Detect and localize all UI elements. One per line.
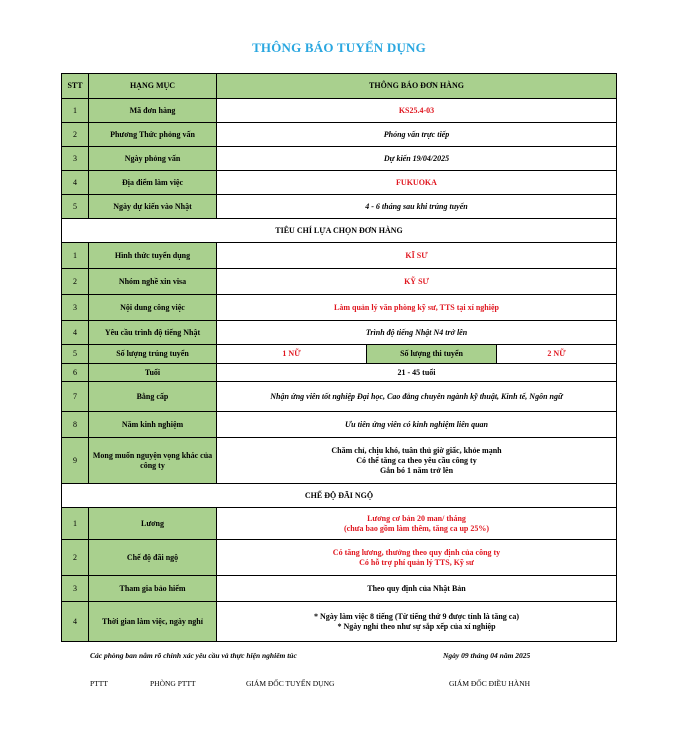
row-label: Hình thức tuyển dụng <box>89 243 217 269</box>
japanese-level-value: Trình độ tiếng Nhật N4 trở lên <box>217 321 617 345</box>
salary-value <box>217 508 617 540</box>
salary-line: (chưa bao gồm làm thêm, tăng ca up 25%) <box>343 523 490 533</box>
recruitment-table <box>61 73 617 642</box>
row-label: Chế độ đãi ngộ <box>89 540 217 576</box>
table-header-row <box>62 74 617 99</box>
row-label: Địa điểm làm việc <box>89 171 217 195</box>
row-label: Tham gia bảo hiểm <box>89 576 217 602</box>
table-row <box>62 243 617 269</box>
signature-executive-director: GIÁM ĐỐC ĐIỀU HÀNH <box>449 679 531 688</box>
row-label: Phương Thức phỏng vấn <box>89 123 217 147</box>
work-location-value: FUKUOKA <box>217 171 617 195</box>
row-label: Tuổi <box>89 364 217 382</box>
benefit-line: Có tăng lương, thưởng theo quy định của công ty <box>332 547 501 557</box>
table-row <box>62 364 617 382</box>
row-stt: 4 <box>62 602 89 642</box>
table-row <box>62 269 617 295</box>
row-stt: 1 <box>62 508 89 540</box>
section-criteria-title: TIÊU CHÍ LỰA CHỌN ĐƠN HÀNG <box>62 219 617 243</box>
row-label: Thời gian làm việc, ngày nghỉ <box>89 602 217 642</box>
row-stt: 1 <box>62 99 89 123</box>
table-row <box>62 195 617 219</box>
salary-line: Lương cơ bản 20 man/ tháng <box>367 513 466 523</box>
selected-count-value: 1 NỮ <box>217 345 367 364</box>
table-row <box>62 576 617 602</box>
row-label: Nhóm nghề xin visa <box>89 269 217 295</box>
table-row <box>62 123 617 147</box>
table-row <box>62 602 617 642</box>
arrival-value: 4 - 6 tháng sau khi trúng tuyển <box>217 195 617 219</box>
row-stt: 4 <box>62 171 89 195</box>
footer-note: Các phòng ban nắm rõ chính xác yêu cầu và thực hiện nghiêm túc <box>90 651 297 660</box>
row-label: Lương <box>89 508 217 540</box>
row-stt: 4 <box>62 321 89 345</box>
table-row <box>62 99 617 123</box>
row-stt: 5 <box>62 345 89 364</box>
table-row <box>62 508 617 540</box>
row-stt: 1 <box>62 243 89 269</box>
experience-value: Ưu tiên ứng viên có kinh nghiệm liên quan <box>217 412 617 438</box>
table-row <box>62 345 617 364</box>
row-stt: 6 <box>62 364 89 382</box>
table-row <box>62 295 617 321</box>
candidate-count-value: 2 NỮ <box>497 345 617 364</box>
signature-recruitment-director: GIÁM ĐỐC TUYỂN DỤNG <box>246 679 335 688</box>
row-stt: 3 <box>62 576 89 602</box>
row-label: Yêu cầu trình độ tiếng Nhật <box>89 321 217 345</box>
row-label: Ngày dự kiến vào Nhật <box>89 195 217 219</box>
table-row <box>62 412 617 438</box>
section-row <box>62 219 617 243</box>
job-content-value: Làm quản lý văn phòng kỹ sư, TTS tại xí nghiệp <box>217 295 617 321</box>
header-category: HẠNG MỤC <box>89 74 217 99</box>
header-notice: THÔNG BÁO ĐƠN HÀNG <box>217 74 617 99</box>
table-row <box>62 438 617 484</box>
age-value: 21 - 45 tuổi <box>217 364 617 382</box>
row-label: Bằng cấp <box>89 382 217 412</box>
benefit-line: Có hỗ trợ phí quản lý TTS, Kỹ sư <box>359 557 474 567</box>
other-wishes-value <box>217 438 617 484</box>
table-row <box>62 382 617 412</box>
row-stt: 2 <box>62 123 89 147</box>
other-wishes-line: Gắn bó 1 năm trở lên <box>379 465 454 475</box>
row-label: Nội dung công việc <box>89 295 217 321</box>
signature-pttt: PTTT <box>90 679 108 688</box>
row-label: Số lượng trúng tuyển <box>89 345 217 364</box>
table-row <box>62 171 617 195</box>
signature-pttt-dept: PHÒNG PTTT <box>150 679 196 688</box>
visa-group-value: KỸ SƯ <box>217 269 617 295</box>
recruitment-type-value: KĨ SƯ <box>217 243 617 269</box>
interview-method-value: Phỏng vấn trực tiếp <box>217 123 617 147</box>
order-code-value: KS25.4-03 <box>217 99 617 123</box>
other-wishes-line: Có thể tăng ca theo yêu cầu công ty <box>356 455 477 465</box>
page-title: THÔNG BÁO TUYỂN DỤNG <box>252 40 426 55</box>
row-stt: 9 <box>62 438 89 484</box>
section-benefits-title: CHẾ ĐỘ ĐÃI NGỘ <box>62 484 617 508</box>
section-row <box>62 484 617 508</box>
insurance-value: Theo quy định của Nhật Bản <box>217 576 617 602</box>
interview-date-value: Dự kiến 19/04/2025 <box>217 147 617 171</box>
working-time-line: * Ngày nghỉ theo như sự sắp xếp của xí nghiệp <box>337 621 496 631</box>
table-row <box>62 540 617 576</box>
table-row <box>62 147 617 171</box>
benefit-policy-value <box>217 540 617 576</box>
working-time-line: * Ngày làm việc 8 tiếng (Từ tiếng thứ 9 được tính là tăng ca) <box>313 611 520 621</box>
other-wishes-line: Chăm chỉ, chịu khó, tuân thủ giờ giấc, khỏe mạnh <box>331 445 502 455</box>
row-label: Năm kinh nghiệm <box>89 412 217 438</box>
row-stt: 7 <box>62 382 89 412</box>
working-time-value <box>217 602 617 642</box>
row-stt: 5 <box>62 195 89 219</box>
row-label: Mã đơn hàng <box>89 99 217 123</box>
degree-value: Nhận ứng viên tốt nghiệp Đại học, Cao đẳng chuyên ngành kỹ thuật, Kinh tế, Ngôn ngữ <box>217 382 617 412</box>
header-stt: STT <box>62 74 89 99</box>
row-label: Ngày phỏng vấn <box>89 147 217 171</box>
row-stt: 2 <box>62 269 89 295</box>
candidate-count-label: Số lượng thi tuyển <box>367 345 497 364</box>
row-label: Mong muốn nguyện vọng khác của công ty <box>89 438 217 484</box>
row-stt: 2 <box>62 540 89 576</box>
footer-date: Ngày 09 tháng 04 năm 2025 <box>443 651 531 660</box>
table-row <box>62 321 617 345</box>
row-stt: 3 <box>62 295 89 321</box>
row-stt: 3 <box>62 147 89 171</box>
row-stt: 8 <box>62 412 89 438</box>
